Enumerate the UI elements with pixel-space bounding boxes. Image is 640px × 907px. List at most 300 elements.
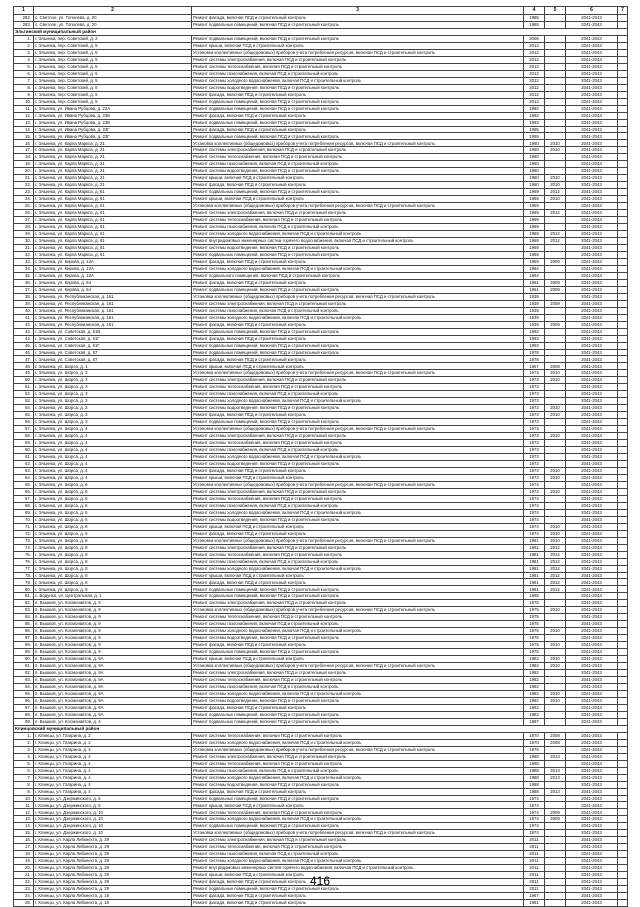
extra-cell bbox=[618, 384, 628, 391]
year-built-cell: 1995 bbox=[524, 126, 545, 133]
year-repaired-cell bbox=[545, 314, 566, 321]
table-row bbox=[14, 774, 628, 781]
address-cell: г. Клинцы, ул. Гагарина, д. 2 bbox=[34, 732, 192, 739]
year-built-cell: 1974 bbox=[524, 802, 545, 809]
extra-cell bbox=[618, 474, 628, 481]
extra-cell bbox=[618, 161, 628, 168]
table-row bbox=[14, 523, 628, 530]
year-repaired-cell: 2012 bbox=[545, 189, 566, 196]
table-row bbox=[14, 760, 628, 767]
year-built-cell: 2011 bbox=[524, 886, 545, 893]
year-repaired-cell bbox=[545, 293, 566, 300]
year-repaired-cell: 2012 bbox=[545, 565, 566, 572]
table-row bbox=[14, 551, 628, 558]
row-number: 29. bbox=[14, 231, 34, 238]
work-type-cell: Ремонт крыши, включая ПСД и строительный контроль bbox=[192, 572, 524, 579]
work-type-cell: Установка коллективных (общедомовых) приборов учета потребления ресурсов, включая ПСД и строительный контроль bbox=[192, 49, 524, 56]
row-number: 30. bbox=[14, 238, 34, 245]
address-cell: г. Клинцы, ул. Карла Либкнехта, д. 29 bbox=[34, 844, 192, 851]
year-built-cell: 1939 bbox=[524, 307, 545, 314]
extra-cell bbox=[618, 91, 628, 98]
year-built-cell: 1939 bbox=[524, 300, 545, 307]
address-cell: г. Клинцы, ул. Карла Либкнехта, д. 29 bbox=[34, 872, 192, 879]
period-cell: 2041-2043 bbox=[566, 628, 618, 635]
table-row bbox=[14, 690, 628, 697]
year-built-cell: 2012 bbox=[524, 63, 545, 70]
extra-cell bbox=[618, 830, 628, 837]
extra-cell bbox=[618, 154, 628, 161]
extra-cell bbox=[618, 607, 628, 614]
address-cell: г. Эльинка, ул. Ивана Рубцова, д. 23Г bbox=[34, 126, 192, 133]
year-built-cell: 1970 bbox=[524, 739, 545, 746]
address-cell: г. Эльинка, ул. Ивана Рубцова, д. 23В bbox=[34, 119, 192, 126]
period-cell: 2041-2043 bbox=[566, 391, 618, 398]
period-cell: 2041-2043 bbox=[566, 15, 618, 22]
work-type-cell: Установка коллективных (общедомовых) приборов учета потребления ресурсов, включая ПСД и строительный контроль bbox=[192, 830, 524, 837]
address-cell: г. Эльинка, ул. Шорса, д. 6 bbox=[34, 481, 192, 488]
period-cell: 2041-2043 bbox=[566, 147, 618, 154]
extra-cell bbox=[618, 398, 628, 405]
work-type-cell: Ремонт системы теплоснабжения, включая ПСД и строительный контроль bbox=[192, 614, 524, 621]
year-built-cell: 1981 bbox=[524, 558, 545, 565]
address-cell: г. Эльинка, пер. Советский, д. 5 bbox=[34, 77, 192, 84]
work-type-cell: Ремонт системы газоснабжения, включая ПСД и строительный контроль bbox=[192, 558, 524, 565]
year-repaired-cell bbox=[545, 858, 566, 865]
extra-cell bbox=[618, 272, 628, 279]
year-built-cell: 1993 bbox=[524, 119, 545, 126]
table-row bbox=[14, 265, 628, 272]
table-row bbox=[14, 447, 628, 454]
year-built-cell: 1982 bbox=[524, 704, 545, 711]
year-built-cell: 1974 bbox=[524, 516, 545, 523]
extra-cell bbox=[618, 300, 628, 307]
work-type-cell: Ремонт подвальных помещений, включая ПСД и строительный контроль bbox=[192, 105, 524, 112]
year-repaired-cell bbox=[545, 760, 566, 767]
address-cell: г. Клинцы, ул. Гагарина, д. 4 bbox=[34, 774, 192, 781]
year-built-cell: 1995 bbox=[524, 133, 545, 140]
address-cell: г. Эльинка, ул. Шорса, д. 8 bbox=[34, 544, 192, 551]
address-cell: г. Клинцы, ул. Гагарина, д. 4 bbox=[34, 760, 192, 767]
period-cell: 2041-2043 bbox=[566, 21, 618, 28]
year-repaired-cell bbox=[545, 112, 566, 119]
row-number: 7. bbox=[14, 774, 34, 781]
address-cell: п. Вышков, ул. Космонавтов, д. 9А bbox=[34, 690, 192, 697]
address-cell: г. Эльинка, ул. Ивана Рубцова, д. 23Б bbox=[34, 112, 192, 119]
year-built-cell: 1973 bbox=[524, 447, 545, 454]
address-cell: г. Эльинка, ул. Карла Маркса, д. 61 bbox=[34, 210, 192, 217]
year-built-cell: 1982 bbox=[524, 684, 545, 691]
year-repaired-cell: 2010 bbox=[545, 656, 566, 663]
address-cell: г. Эльинка, ул. Шорса, д. 3 bbox=[34, 398, 192, 405]
period-cell: 2041-2043 bbox=[566, 98, 618, 105]
extra-cell bbox=[618, 753, 628, 760]
extra-cell bbox=[618, 133, 628, 140]
work-type-cell: Ремонт подвальных помещений, включая ПСД и строительный контроль bbox=[192, 718, 524, 725]
row-number: 74. bbox=[14, 544, 34, 551]
extra-cell bbox=[618, 516, 628, 523]
extra-cell bbox=[618, 35, 628, 42]
year-repaired-cell: 2010 bbox=[545, 370, 566, 377]
address-cell: г. Эльинка, ул. Шорса, д. 8 bbox=[34, 537, 192, 544]
work-type-cell: Ремонт системы газоснабжения, включая ПСД и строительный контроль bbox=[192, 70, 524, 77]
column-header: 5 bbox=[545, 7, 566, 15]
year-repaired-cell: 2010 bbox=[545, 467, 566, 474]
work-type-cell: Ремонт фасада, включая ПСД и строительный контроль bbox=[192, 15, 524, 22]
period-cell: 2041-2043 bbox=[566, 63, 618, 70]
work-type-cell: Ремонт системы водоотведения, включая ПСД и строительный контроль bbox=[192, 405, 524, 412]
year-repaired-cell bbox=[545, 830, 566, 837]
row-number: 31. bbox=[14, 244, 34, 251]
year-built-cell: 1973 bbox=[524, 426, 545, 433]
row-number: 10. bbox=[14, 795, 34, 802]
table-row bbox=[14, 272, 628, 279]
year-repaired-cell bbox=[545, 593, 566, 600]
year-built-cell: 1973 bbox=[524, 405, 545, 412]
work-type-cell: Ремонт системы теплоснабжения, включая ПСД и строительный контроль bbox=[192, 495, 524, 502]
address-cell: г. Эльинка, ул. Шорса, д. 4 bbox=[34, 433, 192, 440]
year-repaired-cell: 2012 bbox=[545, 586, 566, 593]
work-type-cell: Ремонт крыши, включая ПСД и строительный контроль bbox=[192, 523, 524, 530]
extra-cell bbox=[618, 649, 628, 656]
year-built-cell: 1969 bbox=[524, 203, 545, 210]
extra-cell bbox=[618, 823, 628, 830]
address-cell: п. Вышков, ул. Космонавтов, д. 9 bbox=[34, 642, 192, 649]
year-built-cell: 1973 bbox=[524, 467, 545, 474]
address-cell: г. Эльинка, пер. Советский, д. 5 bbox=[34, 63, 192, 70]
year-repaired-cell: 2010 bbox=[545, 697, 566, 704]
row-number: 92. bbox=[14, 670, 34, 677]
extra-cell bbox=[618, 614, 628, 621]
table-row bbox=[14, 84, 628, 91]
row-number: 18. bbox=[14, 851, 34, 858]
year-built-cell: 1974 bbox=[524, 830, 545, 837]
period-cell: 2041-2043 bbox=[566, 795, 618, 802]
year-built-cell: 1960 bbox=[524, 140, 545, 147]
year-repaired-cell bbox=[545, 335, 566, 342]
row-number: 56. bbox=[14, 419, 34, 426]
extra-cell bbox=[618, 203, 628, 210]
period-cell: 2041-2043 bbox=[566, 210, 618, 217]
address-cell: г. Клинцы, ул. Карла Либкнехта, д. 29 bbox=[34, 851, 192, 858]
address-cell: г. Эльинка, ул. Республиканская, д. 161 bbox=[34, 321, 192, 328]
work-type-cell: Установка коллективных (общедомовых) приборов учета потребления ресурсов, включая ПСД и строительный контроль bbox=[192, 663, 524, 670]
row-number: 11. bbox=[14, 802, 34, 809]
period-cell: 2041-2043 bbox=[566, 244, 618, 251]
period-cell: 2041-2043 bbox=[566, 196, 618, 203]
extra-cell bbox=[618, 684, 628, 691]
section-title: Эльгинский муниципальный район bbox=[14, 28, 628, 35]
work-type-cell: Установка коллективных (общедомовых) приборов учета потребления ресурсов, включая ПСД и строительный контроль bbox=[192, 746, 524, 753]
period-cell: 2041-2043 bbox=[566, 677, 618, 684]
year-built-cell: 2012 bbox=[524, 42, 545, 49]
year-built-cell: 1979 bbox=[524, 746, 545, 753]
row-number: 6. bbox=[14, 70, 34, 77]
period-cell: 2041-2043 bbox=[566, 140, 618, 147]
extra-cell bbox=[618, 447, 628, 454]
row-number: 7. bbox=[14, 77, 34, 84]
table-row bbox=[14, 244, 628, 251]
table-row bbox=[14, 98, 628, 105]
work-type-cell: Ремонт фасада, включая ПСД и строительный контроль bbox=[192, 467, 524, 474]
work-type-cell: Ремонт внутридомовых инженерных систем горячего водоснабжения, включая ПСД и строительный контроль bbox=[192, 238, 524, 245]
table-row bbox=[14, 586, 628, 593]
address-cell: п. Вышков, ул. Космонавтов, д. 9 bbox=[34, 649, 192, 656]
row-number: 40. bbox=[14, 307, 34, 314]
table-row bbox=[14, 42, 628, 49]
work-type-cell: Ремонт системы теплоснабжения, включая ПСД и строительный контроль bbox=[192, 677, 524, 684]
period-cell: 2041-2043 bbox=[566, 607, 618, 614]
period-cell: 2041-2043 bbox=[566, 837, 618, 844]
extra-cell bbox=[618, 704, 628, 711]
year-built-cell: 1974 bbox=[524, 509, 545, 516]
table-row bbox=[14, 279, 628, 286]
work-type-cell: Ремонт фасада, включая ПСД и строительный контроль bbox=[192, 879, 524, 886]
extra-cell bbox=[618, 760, 628, 767]
extra-cell bbox=[618, 126, 628, 133]
row-number: 72. bbox=[14, 530, 34, 537]
table-row bbox=[14, 481, 628, 488]
year-built-cell: 1975 bbox=[524, 628, 545, 635]
row-number: 45. bbox=[14, 342, 34, 349]
period-cell: 2041-2043 bbox=[566, 363, 618, 370]
address-cell: г. Эльинка, ул. Шорса, д. 3 bbox=[34, 412, 192, 419]
work-type-cell: Ремонт подвальных помещений, включая ПСД и строительный контроль bbox=[192, 795, 524, 802]
address-cell: г. Эльинка, пер. Советский, д. 5 bbox=[34, 84, 192, 91]
table-row bbox=[14, 628, 628, 635]
row-number: 91. bbox=[14, 663, 34, 670]
table-row bbox=[14, 865, 628, 872]
extra-cell bbox=[618, 251, 628, 258]
row-number: 85. bbox=[14, 621, 34, 628]
year-repaired-cell: 2009 bbox=[545, 809, 566, 816]
year-built-cell: 1973 bbox=[524, 377, 545, 384]
address-cell: г. Эльинка, ул. Шорса, д. 6 bbox=[34, 502, 192, 509]
extra-cell bbox=[618, 196, 628, 203]
period-cell: 2041-2043 bbox=[566, 544, 618, 551]
work-type-cell: Ремонт системы теплоснабжения, включая ПСД и строительный контроль bbox=[192, 154, 524, 161]
year-repaired-cell bbox=[545, 781, 566, 788]
year-repaired-cell bbox=[545, 265, 566, 272]
table-row bbox=[14, 196, 628, 203]
address-cell: г. Эльинка, ул. Советская, д. 57 bbox=[34, 356, 192, 363]
address-cell: г. Эльинка, ул. Республиканская, д. 161 bbox=[34, 293, 192, 300]
work-type-cell: Ремонт подвальных помещений, включая ПСД и строительный контроль bbox=[192, 342, 524, 349]
extra-cell bbox=[618, 433, 628, 440]
work-type-cell: Ремонт системы холодного водоснабжения, включая ПСД и строительный контроль bbox=[192, 398, 524, 405]
period-cell: 2041-2043 bbox=[566, 551, 618, 558]
address-cell: г. Эльинка, ул. Шорса, д. 3 bbox=[34, 391, 192, 398]
year-built-cell: 1969 bbox=[524, 251, 545, 258]
table-row bbox=[14, 502, 628, 509]
year-built-cell: 1961 bbox=[524, 279, 545, 286]
extra-cell bbox=[618, 544, 628, 551]
year-built-cell: 1975 bbox=[524, 600, 545, 607]
year-repaired-cell: 2009 bbox=[545, 321, 566, 328]
address-cell: г. Клинцы, ул. Карла Либкнехта, д. 29 bbox=[34, 886, 192, 893]
table-row bbox=[14, 258, 628, 265]
address-cell: г. Эльинка, ул. Шорса, д. 8 bbox=[34, 565, 192, 572]
extra-cell bbox=[618, 530, 628, 537]
year-built-cell: 1969 bbox=[524, 196, 545, 203]
address-cell: г. Эльинка, ул. Карла Маркса, д. 21 bbox=[34, 147, 192, 154]
table-row bbox=[14, 154, 628, 161]
period-cell: 2041-2043 bbox=[566, 168, 618, 175]
address-cell: г. Эльинка, ул. Шорса, д. 3 bbox=[34, 384, 192, 391]
period-cell: 2041-2043 bbox=[566, 572, 618, 579]
table-row bbox=[14, 488, 628, 495]
year-built-cell: 1984 bbox=[524, 272, 545, 279]
year-built-cell: 1975 bbox=[524, 649, 545, 656]
year-repaired-cell bbox=[545, 865, 566, 872]
address-cell: г. Эльинка, ул. Советская, д. 51В bbox=[34, 328, 192, 335]
year-repaired-cell bbox=[545, 419, 566, 426]
extra-cell bbox=[618, 356, 628, 363]
table-row bbox=[14, 858, 628, 865]
period-cell: 2041-2043 bbox=[566, 258, 618, 265]
row-number: 2. bbox=[14, 42, 34, 49]
work-type-cell: Ремонт системы холодного водоснабжения, включая ПСД и строительный контроль bbox=[192, 690, 524, 697]
extra-cell bbox=[618, 697, 628, 704]
work-type-cell: Ремонт фасада, включая ПСД и строительный контроль bbox=[192, 182, 524, 189]
row-number: 53. bbox=[14, 398, 34, 405]
period-cell: 2041-2043 bbox=[566, 42, 618, 49]
period-cell: 2041-2043 bbox=[566, 35, 618, 42]
table-row bbox=[14, 224, 628, 231]
period-cell: 2041-2043 bbox=[566, 739, 618, 746]
work-type-cell: Ремонт подвальных помещений, включая ПСД и строительный контроль bbox=[192, 419, 524, 426]
year-built-cell: 1975 bbox=[524, 614, 545, 621]
period-cell: 2041-2043 bbox=[566, 105, 618, 112]
row-number: 84. bbox=[14, 614, 34, 621]
row-number: 15. bbox=[14, 133, 34, 140]
work-type-cell: Установка коллективных (общедомовых) приборов учета потребления ресурсов, включая ПСД и строительный контроль bbox=[192, 140, 524, 147]
table-row bbox=[14, 495, 628, 502]
period-cell: 2041-2043 bbox=[566, 56, 618, 63]
period-cell: 2041-2043 bbox=[566, 830, 618, 837]
year-repaired-cell: 2010 bbox=[545, 663, 566, 670]
address-cell: г. Эльинка, пер. Советский, д. 5 bbox=[34, 91, 192, 98]
address-cell: г. Клинцы, ул. Гагарина, д. 4 bbox=[34, 781, 192, 788]
year-built-cell: 2011 bbox=[524, 865, 545, 872]
work-type-cell: Ремонт системы холодного водоснабжения, включая ПСД и строительный контроль bbox=[192, 509, 524, 516]
row-number: 83. bbox=[14, 607, 34, 614]
table-row bbox=[14, 677, 628, 684]
work-type-cell: Установка коллективных (общедомовых) приборов учета потребления ресурсов, включая ПСД и строительный контроль bbox=[192, 293, 524, 300]
table-row bbox=[14, 189, 628, 196]
period-cell: 2041-2043 bbox=[566, 126, 618, 133]
address-cell: г. Эльинка, ул. Шорса, д. 6 bbox=[34, 495, 192, 502]
year-built-cell: 1981 bbox=[524, 551, 545, 558]
table-row bbox=[14, 565, 628, 572]
extra-cell bbox=[618, 670, 628, 677]
table-row bbox=[14, 656, 628, 663]
row-number: 12. bbox=[14, 112, 34, 119]
period-cell: 2041-2043 bbox=[566, 753, 618, 760]
period-cell: 2041-2043 bbox=[566, 272, 618, 279]
work-type-cell: Ремонт подвальных помещений, включая ПСД и строительный контроль bbox=[192, 119, 524, 126]
page-number: 416 bbox=[309, 874, 331, 888]
row-number: 1. bbox=[14, 732, 34, 739]
year-built-cell: 1982 bbox=[524, 677, 545, 684]
row-number: 5. bbox=[14, 760, 34, 767]
address-cell: г. Эльинка, ул. Карла Маркса, д. 61 bbox=[34, 244, 192, 251]
table-row bbox=[14, 900, 628, 907]
row-number: 42. bbox=[14, 321, 34, 328]
year-repaired-cell bbox=[545, 746, 566, 753]
table-row bbox=[14, 788, 628, 795]
year-built-cell: 2012 bbox=[524, 49, 545, 56]
year-repaired-cell bbox=[545, 600, 566, 607]
work-type-cell: Ремонт системы газоснабжения, включая ПСД и строительный контроль bbox=[192, 851, 524, 858]
period-cell: 2041-2043 bbox=[566, 412, 618, 419]
period-cell: 2041-2043 bbox=[566, 293, 618, 300]
year-repaired-cell bbox=[545, 495, 566, 502]
extra-cell bbox=[618, 781, 628, 788]
year-repaired-cell: 2013 bbox=[545, 774, 566, 781]
row-number: 59. bbox=[14, 440, 34, 447]
extra-cell bbox=[618, 802, 628, 809]
year-built-cell: 1960 bbox=[524, 147, 545, 154]
extra-cell bbox=[618, 210, 628, 217]
period-cell: 2041-2043 bbox=[566, 642, 618, 649]
year-repaired-cell bbox=[545, 328, 566, 335]
year-repaired-cell: 2009 bbox=[545, 816, 566, 823]
period-cell: 2041-2043 bbox=[566, 300, 618, 307]
extra-cell bbox=[618, 258, 628, 265]
row-number: 47. bbox=[14, 356, 34, 363]
year-repaired-cell: 2010 bbox=[545, 140, 566, 147]
year-repaired-cell bbox=[545, 440, 566, 447]
work-type-cell: Ремонт фасада, включая ПСД и строительный контроль bbox=[192, 258, 524, 265]
extra-cell bbox=[618, 663, 628, 670]
period-cell: 2041-2043 bbox=[566, 384, 618, 391]
row-number: 41. bbox=[14, 314, 34, 321]
year-repaired-cell bbox=[545, 161, 566, 168]
year-repaired-cell bbox=[545, 454, 566, 461]
year-repaired-cell bbox=[545, 70, 566, 77]
period-cell: 2041-2043 bbox=[566, 481, 618, 488]
row-number: 16. bbox=[14, 140, 34, 147]
year-repaired-cell bbox=[545, 684, 566, 691]
work-type-cell: Установка коллективных (общедомовых) приборов учета потребления ресурсов, включая ПСД и строительный контроль bbox=[192, 481, 524, 488]
row-number: 10. bbox=[14, 98, 34, 105]
row-number: 57. bbox=[14, 426, 34, 433]
table-row bbox=[14, 663, 628, 670]
row-number: 8. bbox=[14, 84, 34, 91]
address-cell: п. Вышков, ул. Космонавтов, д. 9 bbox=[34, 600, 192, 607]
table-row bbox=[14, 321, 628, 328]
period-cell: 2041-2043 bbox=[566, 844, 618, 851]
work-type-cell: Ремонт фасада, включая ПСД и строительный контроль bbox=[192, 704, 524, 711]
address-cell: г. Эльинка, ул. Шорса, д. 1 bbox=[34, 363, 192, 370]
year-repaired-cell bbox=[545, 447, 566, 454]
period-cell: 2041-2043 bbox=[566, 91, 618, 98]
year-built-cell: 2011 bbox=[524, 858, 545, 865]
extra-cell bbox=[618, 816, 628, 823]
extra-cell bbox=[618, 42, 628, 49]
year-repaired-cell: 2010 bbox=[545, 690, 566, 697]
extra-cell bbox=[618, 314, 628, 321]
year-repaired-cell bbox=[545, 91, 566, 98]
year-built-cell: 1973 bbox=[524, 391, 545, 398]
year-repaired-cell bbox=[545, 98, 566, 105]
capital-repair-table bbox=[13, 6, 628, 907]
table-header-row bbox=[14, 7, 628, 15]
table-row bbox=[14, 363, 628, 370]
year-repaired-cell: 2010 bbox=[545, 537, 566, 544]
table-row bbox=[14, 293, 628, 300]
period-cell: 2041-2043 bbox=[566, 447, 618, 454]
